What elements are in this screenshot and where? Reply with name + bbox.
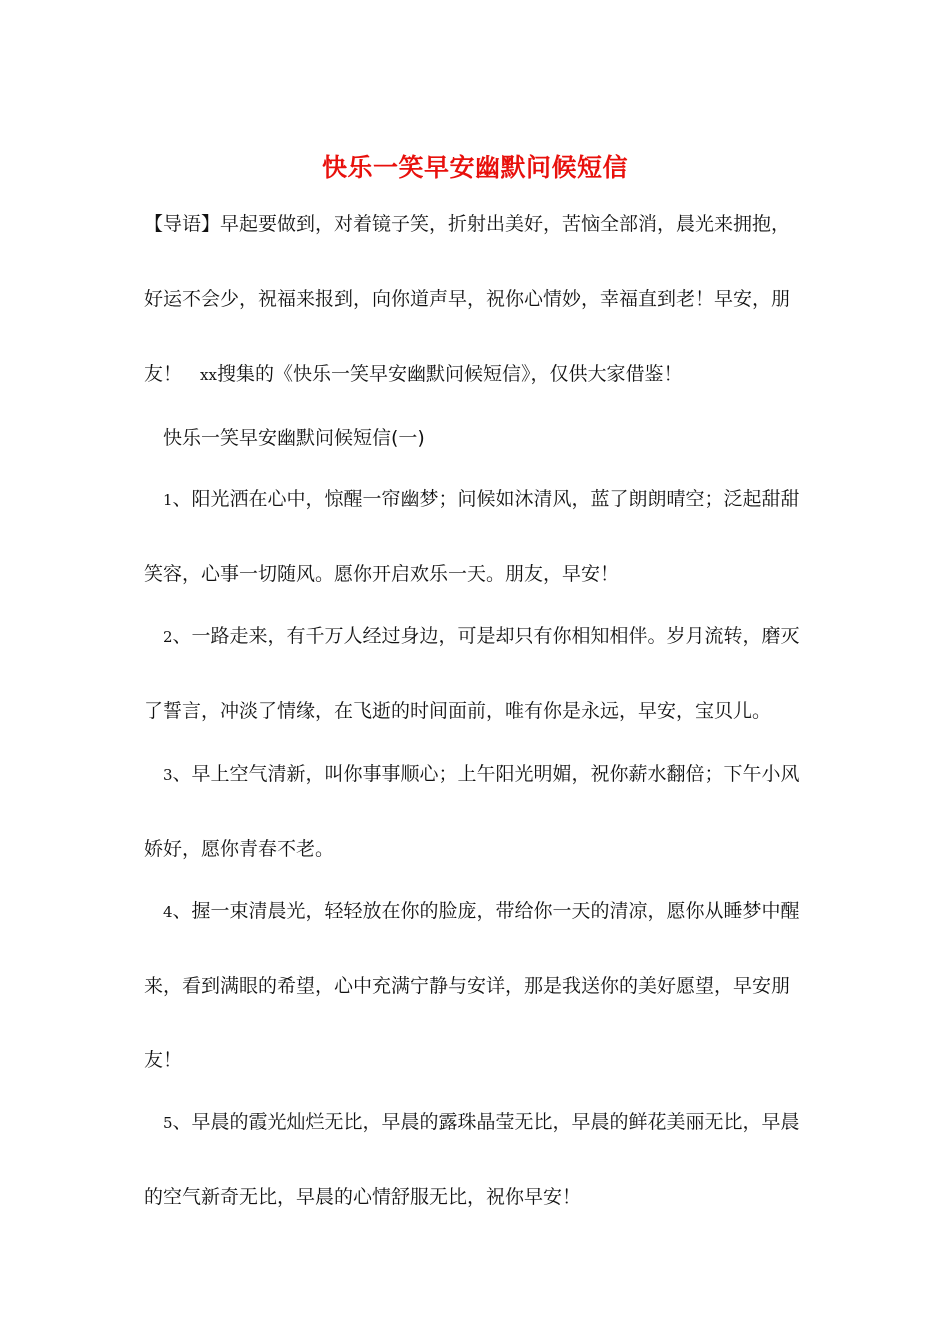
item-3-text-1: 、早上空气清新，叫你事事顺心；上午阳光明媚，祝你薪水翻倍；下午小风 <box>172 763 800 785</box>
intro-line-2: 好运不会少，祝福来报到，向你道声早，祝你心情妙，幸福直到老！早安，朋 <box>144 288 791 310</box>
source-placeholder: xx <box>200 366 217 384</box>
item-2-line-1 <box>144 622 827 651</box>
intro-line-3 <box>144 360 808 389</box>
document-title: 快乐一笑早安幽默问候短信 <box>321 153 628 182</box>
item-1-line-2: 笑容，心事一切随风。愿你开启欢乐一天。朋友，早安！ <box>144 563 620 585</box>
item-2-line-2: 了誓言，冲淡了情缘，在飞逝的时间面前，唯有你是永远，早安，宝贝儿。 <box>144 700 772 722</box>
section-heading: 快乐一笑早安幽默问候短信(一) <box>163 427 425 449</box>
item-1-number: 1 <box>163 491 173 509</box>
item-5-number: 5 <box>163 1114 173 1132</box>
item-3-line-2: 娇好，愿你青春不老。 <box>144 838 335 860</box>
item-5-text-1: 、早晨的霞光灿烂无比，早晨的露珠晶莹无比，早晨的鲜花美丽无比，早晨 <box>172 1111 800 1133</box>
item-4-line-3: 友！ <box>144 1049 183 1071</box>
item-3-number: 3 <box>163 766 173 784</box>
item-1-line-1 <box>144 485 827 514</box>
item-5-line-1 <box>144 1108 827 1137</box>
item-2-text-1: 、一路走来，有千万人经过身边，可是却只有你相知相伴。岁月流转，磨灭 <box>172 625 800 647</box>
intro-line-3-start: 友！ <box>144 363 183 385</box>
intro-line-3-end: 搜集的《快乐一笑早安幽默问候短信》，仅供大家借鉴！ <box>216 363 683 385</box>
item-4-line-1 <box>144 897 827 926</box>
item-5-line-2: 的空气新奇无比，早晨的心情舒服无比，祝你早安！ <box>144 1186 582 1208</box>
item-4-line-2: 来，看到满眼的希望，心中充满宁静与安详，那是我送你的美好愿望，早安朋 <box>144 975 791 997</box>
item-4-number: 4 <box>163 903 173 921</box>
item-4-text-1: 、握一束清晨光，轻轻放在你的脸庞，带给你一天的清凉，愿你从睡梦中醒 <box>172 900 800 922</box>
item-2-number: 2 <box>163 628 173 646</box>
item-1-text-1: 、阳光洒在心中，惊醒一帘幽梦；问候如沐清风，蓝了朗朗晴空；泛起甜甜 <box>172 488 800 510</box>
item-3-line-1 <box>144 760 827 789</box>
intro-line-1: 【导语】早起要做到，对着镜子笑，折射出美好，苦恼全部消，晨光来拥抱， <box>144 213 791 235</box>
